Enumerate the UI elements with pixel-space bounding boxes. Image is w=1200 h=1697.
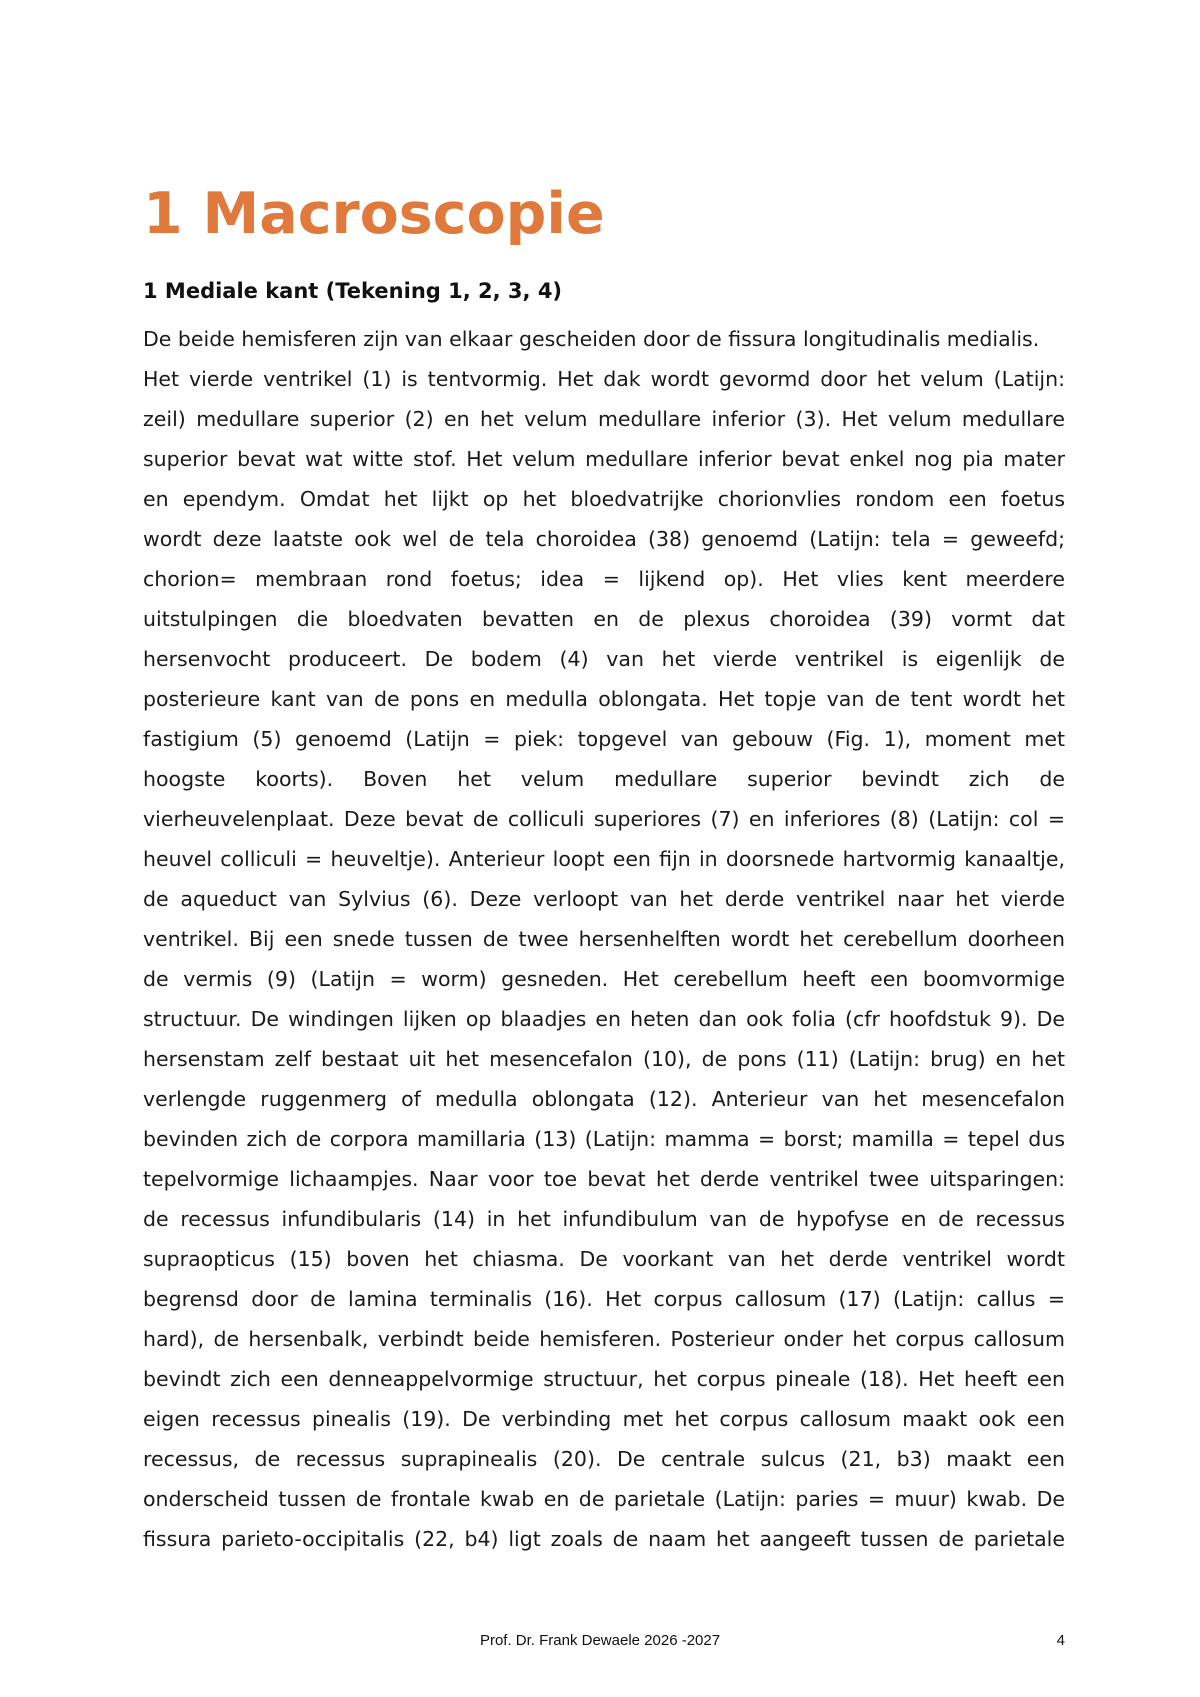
body-line: en ependym. Omdat het lijkt op het bloedvatrijke chorionvlies rondom een foetus bbox=[143, 487, 1065, 511]
body-line: bevindt zich een denneappelvormige structuur, het corpus pineale (18). Het heeft een bbox=[143, 1367, 1065, 1391]
body-line: tepelvormige lichaampjes. Naar voor toe bevat het derde ventrikel twee uitsparingen: bbox=[143, 1167, 1065, 1191]
body-line: De beide hemisferen zijn van elkaar gescheiden door de fissura longitudinalis medialis. bbox=[143, 327, 1040, 351]
body-line: zeil) medullare superior (2) en het velum medullare inferior (3). Het velum medullare bbox=[143, 407, 1065, 431]
chapter-title: 1 Macroscopie bbox=[143, 181, 605, 247]
body-line: de recessus infundibularis (14) in het infundibulum van de hypofyse en de recessus bbox=[143, 1207, 1065, 1231]
body-line: hoogste koorts). Boven het velum medullare superior bevindt zich de bbox=[143, 767, 1065, 791]
body-line: Het vierde ventrikel (1) is tentvormig. Het dak wordt gevormd door het velum (Latijn: bbox=[143, 367, 1065, 391]
body-line: hard), de hersenbalk, verbindt beide hemisferen. Posterieur onder het corpus callosum bbox=[143, 1327, 1065, 1351]
body-line: verlengde ruggenmerg of medulla oblongata (12). Anterieur van het mesencefalon bbox=[143, 1087, 1065, 1111]
section-heading: 1 Mediale kant (Tekening 1, 2, 3, 4) bbox=[143, 279, 563, 303]
footer-author: Prof. Dr. Frank Dewaele 2026 -2027 bbox=[479, 1632, 721, 1649]
body-line: bevinden zich de corpora mamillaria (13) (Latijn: mamma = borst; mamilla = tepel dus bbox=[143, 1127, 1065, 1151]
body-line: begrensd door de lamina terminalis (16). Het corpus callosum (17) (Latijn: callus = bbox=[143, 1287, 1065, 1311]
body-line: hersenvocht produceert. De bodem (4) van het vierde ventrikel is eigenlijk de bbox=[143, 647, 1065, 671]
body-line: eigen recessus pinealis (19). De verbinding met het corpus callosum maakt ook een bbox=[143, 1407, 1065, 1431]
body-line: chorion= membraan rond foetus; idea = lijkend op). Het vlies kent meerdere bbox=[143, 567, 1065, 591]
body-line: fastigium (5) genoemd (Latijn = piek: topgevel van gebouw (Fig. 1), moment met bbox=[143, 727, 1065, 751]
body-text bbox=[143, 319, 1065, 1559]
page-number: 4 bbox=[1056, 1632, 1065, 1649]
body-line: fissura parieto-occipitalis (22, b4) ligt zoals de naam het aangeeft tussen de parietale bbox=[143, 1527, 1065, 1551]
body-line: posterieure kant van de pons en medulla oblongata. Het topje van de tent wordt het bbox=[143, 687, 1065, 711]
body-line: heuvel colliculi = heuveltje). Anterieur loopt een fijn in doorsnede hartvormig kanaaltje, bbox=[143, 847, 1065, 871]
body-line: de vermis (9) (Latijn = worm) gesneden. Het cerebellum heeft een boomvormige bbox=[143, 967, 1065, 991]
body-line: hersenstam zelf bestaat uit het mesencefalon (10), de pons (11) (Latijn: brug) en het bbox=[143, 1047, 1065, 1071]
body-line: vierheuvelenplaat. Deze bevat de colliculi superiores (7) en inferiores (8) (Latijn: col = bbox=[143, 807, 1065, 831]
body-line: wordt deze laatste ook wel de tela choroidea (38) genoemd (Latijn: tela = geweefd; bbox=[143, 527, 1065, 551]
body-line: de aqueduct van Sylvius (6). Deze verloopt van het derde ventrikel naar het vierde bbox=[143, 887, 1065, 911]
body-line: structuur. De windingen lijken op blaadjes en heten dan ook folia (cfr hoofdstuk 9). De bbox=[143, 1007, 1065, 1031]
body-line: onderscheid tussen de frontale kwab en de parietale (Latijn: paries = muur) kwab. De bbox=[143, 1487, 1065, 1511]
body-line: ventrikel. Bij een snede tussen de twee hersenhelften wordt het cerebellum doorheen bbox=[143, 927, 1065, 951]
body-line: recessus, de recessus suprapinealis (20). De centrale sulcus (21, b3) maakt een bbox=[143, 1447, 1065, 1471]
body-line: uitstulpingen die bloedvaten bevatten en de plexus choroidea (39) vormt dat bbox=[143, 607, 1065, 631]
body-line: supraopticus (15) boven het chiasma. De voorkant van het derde ventrikel wordt bbox=[143, 1247, 1065, 1271]
body-line: superior bevat wat witte stof. Het velum medullare inferior bevat enkel nog pia mater bbox=[143, 447, 1065, 471]
